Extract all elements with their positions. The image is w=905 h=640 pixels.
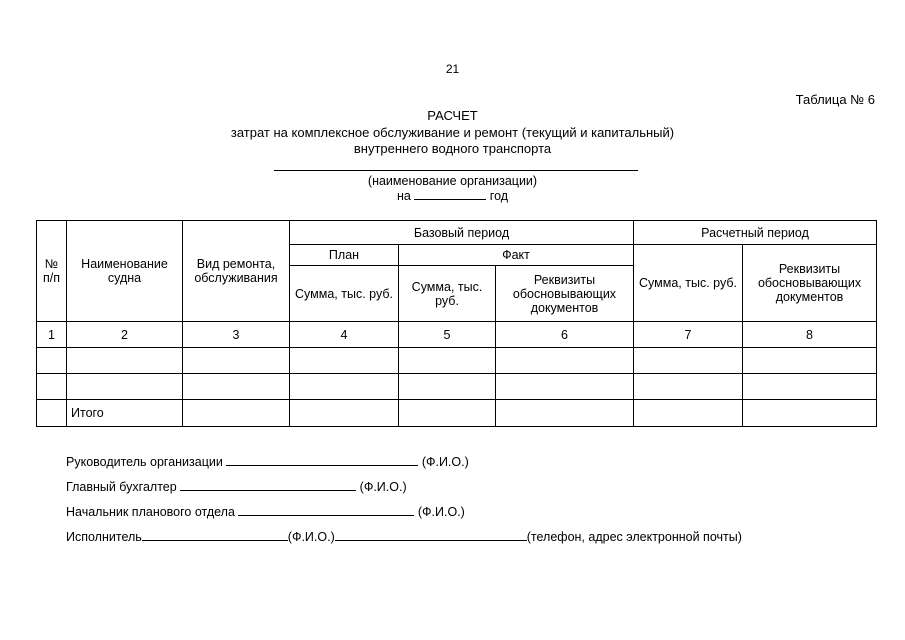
header-sum-calc: Сумма, тыс. руб. — [634, 245, 743, 322]
header-base-period: Базовый период — [290, 221, 634, 245]
organization-label: (наименование организации) — [367, 174, 538, 188]
column-number: 5 — [399, 322, 496, 348]
signature-head-label: Руководитель организации — [66, 455, 223, 469]
year-blank — [414, 189, 486, 200]
column-number: 6 — [496, 322, 634, 348]
year-line — [0, 189, 905, 203]
table-cell — [183, 374, 290, 400]
header-calc-period: Расчетный период — [634, 221, 877, 245]
table-cell — [496, 374, 634, 400]
column-number: 7 — [634, 322, 743, 348]
signature-accountant — [66, 479, 407, 494]
table-cell — [399, 400, 496, 427]
table-cell — [399, 374, 496, 400]
table-cell — [496, 400, 634, 427]
header-sum-fact: Сумма, тыс. руб. — [399, 266, 496, 322]
table-cell — [634, 400, 743, 427]
table-cell — [37, 400, 67, 427]
year-prefix: на — [396, 189, 411, 203]
signature-line — [180, 479, 356, 491]
table-cell — [634, 374, 743, 400]
table-cell — [743, 348, 877, 374]
column-number: 4 — [290, 322, 399, 348]
signature-head — [66, 454, 469, 469]
signature-planning — [66, 504, 465, 519]
header-plan: План — [290, 245, 399, 266]
table-row — [37, 374, 877, 400]
year-suffix: год — [489, 189, 509, 203]
signature-line — [238, 504, 414, 516]
signature-fio: (Ф.И.О.) — [421, 455, 469, 469]
table-label: Таблица № 6 — [795, 92, 875, 107]
table-cell — [290, 348, 399, 374]
table-cell — [183, 400, 290, 427]
header-fact: Факт — [399, 245, 634, 266]
header-docs-calc: Реквизиты обосновывающих документов — [743, 245, 877, 322]
signature-fio: (Ф.И.О.) — [359, 480, 407, 494]
table-cell — [290, 400, 399, 427]
table-cell — [67, 374, 183, 400]
document-title: РАСЧЕТ — [427, 108, 478, 123]
table-row — [37, 348, 877, 374]
contact-line — [335, 529, 527, 541]
signature-planning-label: Начальник планового отдела — [66, 505, 235, 519]
header-docs-fact: Реквизиты обосновывающих документов — [496, 266, 634, 322]
table-cell — [37, 348, 67, 374]
table-cell — [743, 400, 877, 427]
header-num: № п/п — [37, 221, 67, 322]
table-cell — [496, 348, 634, 374]
cost-table — [36, 220, 877, 427]
signature-fio: (Ф.И.О.) — [417, 505, 465, 519]
column-number: 2 — [67, 322, 183, 348]
table-cell — [183, 348, 290, 374]
signature-fio: (Ф.И.О.) — [287, 530, 335, 544]
organization-name-line — [274, 170, 638, 171]
document-subtitle-line1: затрат на комплексное обслуживание и ремонт (текущий и капитальный) — [230, 125, 675, 140]
signature-executor — [66, 529, 742, 544]
column-number: 3 — [183, 322, 290, 348]
page-number: 21 — [445, 62, 460, 76]
total-row — [37, 400, 877, 427]
signature-accountant-label: Главный бухгалтер — [66, 480, 177, 494]
column-number: 8 — [743, 322, 877, 348]
header-sum-plan: Сумма, тыс. руб. — [290, 266, 399, 322]
signature-line — [142, 529, 288, 541]
document-subtitle-line2: внутреннего водного транспорта — [353, 141, 552, 156]
table-cell — [37, 374, 67, 400]
header-vessel: Наименование судна — [67, 221, 183, 322]
table-cell — [399, 348, 496, 374]
table-cell — [67, 348, 183, 374]
signature-executor-label: Исполнитель — [66, 530, 142, 544]
table-cell — [290, 374, 399, 400]
signature-line — [226, 454, 418, 466]
column-number: 1 — [37, 322, 67, 348]
total-label: Итого — [67, 400, 183, 427]
signature-contact: (телефон, адрес электронной почты) — [526, 530, 742, 544]
table-cell — [743, 374, 877, 400]
header-repair-type: Вид ремонта, обслуживания — [183, 221, 290, 322]
table-cell — [634, 348, 743, 374]
column-number-row — [37, 322, 877, 348]
